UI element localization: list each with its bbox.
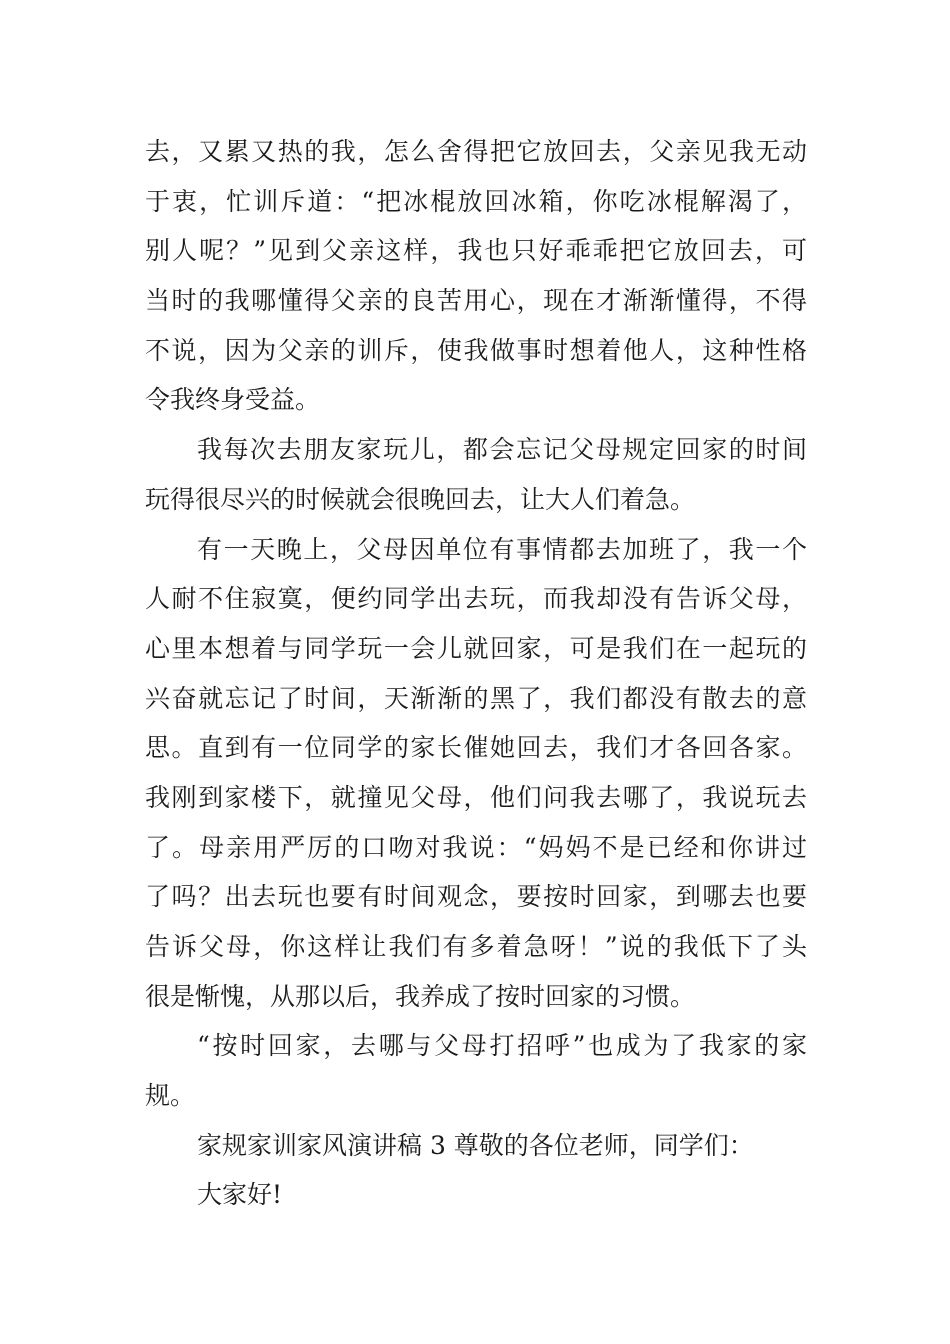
text-line: 告诉父母，你这样让我们有多着急呀！”说的我低下了头: [145, 932, 807, 961]
text-line: 于衷，忙训斥道：“把冰棍放回冰箱，你吃冰棍解渴了，: [145, 186, 807, 216]
text-line: 有一天晚上，父母因单位有事情都去加班了，我一个: [197, 534, 807, 564]
text-line: 规。: [145, 1081, 196, 1111]
text-line: 令我终身受益。: [145, 385, 321, 415]
text-line: 别人呢？”见到父亲这样，我也只好乖乖把它放回去，可: [145, 236, 807, 266]
text-line: 玩得很尽兴的时候就会很晚回去，让大人们着急。: [145, 484, 696, 514]
text-line: 家规家训家风演讲稿 3 尊敬的各位老师，同学们：: [197, 1130, 754, 1160]
text-line: 我刚到家楼下，就撞见父母，他们问我去哪了，我说玩去: [145, 782, 807, 812]
text-line: 思。直到有一位同学的家长催她回去，我们才各回各家。: [145, 733, 807, 763]
text-line: 不说，因为父亲的训斥，使我做事时想着他人，这种性格: [145, 335, 807, 365]
text-line: 心里本想着与同学玩一会儿就回家，可是我们在一起玩的: [145, 633, 807, 663]
text-line: 了。母亲用严厉的口吻对我说：“妈妈不是已经和你讲过: [145, 832, 807, 862]
text-line: 兴奋就忘记了时间，天渐渐的黑了，我们都没有散去的意: [145, 683, 807, 713]
text-line: “按时回家，去哪与父母打招呼”也成为了我家的家: [197, 1031, 807, 1061]
text-line: 很是惭愧，从那以后，我养成了按时回家的习惯。: [145, 981, 696, 1011]
text-line: 大家好!: [197, 1180, 283, 1210]
text-line: 人耐不住寂寞，便约同学出去玩，而我却没有告诉父母，: [145, 584, 807, 614]
text-line: 当时的我哪懂得父亲的良苦用心，现在才渐渐懂得，不得: [145, 286, 807, 316]
document-body: [145, 127, 807, 1220]
text-line: 我每次去朋友家玩儿，都会忘记父母规定回家的时间: [197, 435, 807, 465]
text-line: 了吗？出去玩也要有时间观念，要按时回家，到哪去也要: [145, 882, 807, 912]
text-line: 去，又累又热的我，怎么舍得把它放回去，父亲见我无动: [145, 137, 807, 166]
